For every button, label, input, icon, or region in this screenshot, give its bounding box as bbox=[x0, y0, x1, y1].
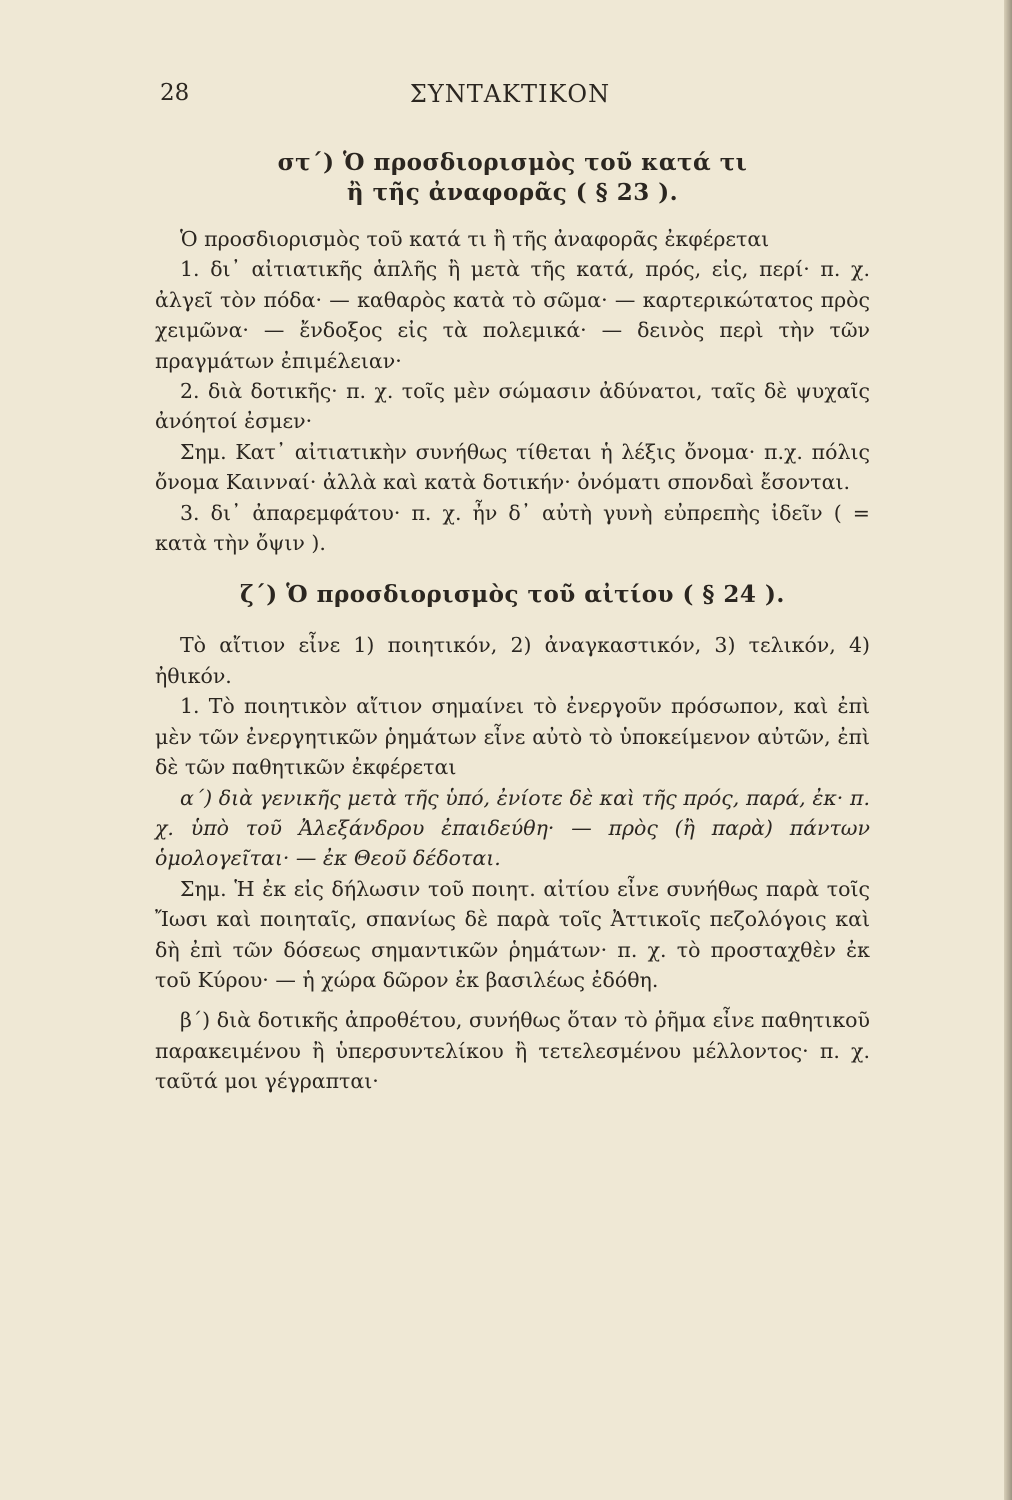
page-content bbox=[155, 148, 870, 1097]
page-edge bbox=[1004, 0, 1012, 1500]
section-z-item-1: 1. Τὸ ποιητικὸν αἴτιον σημαίνει τὸ ἐνεργοῦν πρόσωπον, καὶ ἐπὶ μὲν τῶν ἐνεργητικῶν ῥημάτων εἶνε αὐτὸ τὸ ὑποκείμενον αὐτῶν, ἐπὶ δὲ τῶν παθητικῶν ἐκφέρεται bbox=[155, 694, 870, 780]
section-st-intro: Ὁ προσδιορισμὸς τοῦ κατά τι ἢ τῆς ἀναφορᾶς ἐκφέρεται bbox=[180, 227, 770, 251]
section-z-item-a: α΄) διὰ γενικῆς μετὰ τῆς ὑπό, ἐνίοτε δὲ καὶ τῆς πρός, παρά, ἐκ· π. χ. ὑπὸ τοῦ Ἀλεξάνδρου ἐπαιδεύθη· — πρὸς (ἢ παρὰ) πάντων ὁμολογεῖται· — ἐκ Θεοῦ δέδοται. bbox=[155, 785, 870, 871]
page-number: 28 bbox=[160, 80, 190, 106]
section-st-note: Σημ. Κατ᾽ αἰτιατικὴν συνήθως τίθεται ἡ λέξις ὄνομα· π.χ. πόλις ὄνομα Καινναί· ἀλλὰ καὶ κατὰ δοτικήν· ὀνόματι σπονδαὶ ἔσονται. bbox=[155, 439, 870, 495]
section-z-note: Σημ. Ἡ ἐκ εἰς δήλωσιν τοῦ ποιητ. αἰτίου εἶνε συνήθως παρὰ τοῖς Ἴωσι καὶ ποιηταῖς, σπανίως δὲ παρὰ τοῖς Ἀττικοῖς πεζολόγοις καὶ δὴ ἐπὶ τῶν δόσεως σημαντικῶν ῥημάτων· π. χ. τὸ προσταχθὲν ἐκ τοῦ Κύρου· — ἡ χώρα δῶρον ἐκ βασιλέως ἐδόθη. bbox=[155, 876, 870, 992]
section-st-heading-line1: στ΄) Ὁ προσδιορισμὸς τοῦ κατά τι bbox=[277, 149, 748, 176]
running-title: ΣΥΝΤΑΚΤΙΚΟΝ bbox=[409, 80, 611, 108]
page-header bbox=[160, 80, 860, 114]
section-z-intro: Τὸ αἴτιον εἶνε 1) ποιητικόν, 2) ἀναγκαστικόν, 3) τελικόν, 4) ἠθικόν. bbox=[155, 633, 870, 688]
section-st-heading-line2: ἢ τῆς ἀναφορᾶς ( § 23 ). bbox=[346, 179, 679, 206]
section-z-item-b: β΄) διὰ δοτικῆς ἀπροθέτου, συνήθως ὅταν τὸ ῥῆμα εἶνε παθητικοῦ παρακειμένου ἢ ὑπερσυντελίκου ἢ τετελεσμένου μέλλοντος· π. χ. ταῦτά μοι γέγραπται· bbox=[155, 1008, 870, 1094]
section-st-item-1: 1. δι᾽ αἰτιατικῆς ἁπλῆς ἢ μετὰ τῆς κατά, πρός, εἰς, περί· π. χ. ἀλγεῖ τὸν πόδα· — καθαρὸς κατὰ τὸ σῶμα· — καρτερικώτατος πρὸς χειμῶνα· — ἔνδοξος εἰς τὰ πολεμικά· — δεινὸς περὶ τὴν τῶν πραγμάτων ἐπιμέλειαν· bbox=[155, 257, 870, 373]
section-st-item-2: 2. διὰ δοτικῆς· π. χ. τοῖς μὲν σώμασιν ἀδύνατοι, ταῖς δὲ ψυχαῖς ἀνόητοί ἐσμεν· bbox=[155, 379, 870, 434]
section-st-item-3: 3. δι᾽ ἀπαρεμφάτου· π. χ. ἦν δ᾽ αὐτὴ γυνὴ εὐπρεπὴς ἰδεῖν ( = κατὰ τὴν ὄψιν ). bbox=[155, 500, 870, 556]
section-z-heading: ζ΄) Ὁ προσδιορισμὸς τοῦ αἰτίου ( § 24 ). bbox=[240, 581, 785, 609]
